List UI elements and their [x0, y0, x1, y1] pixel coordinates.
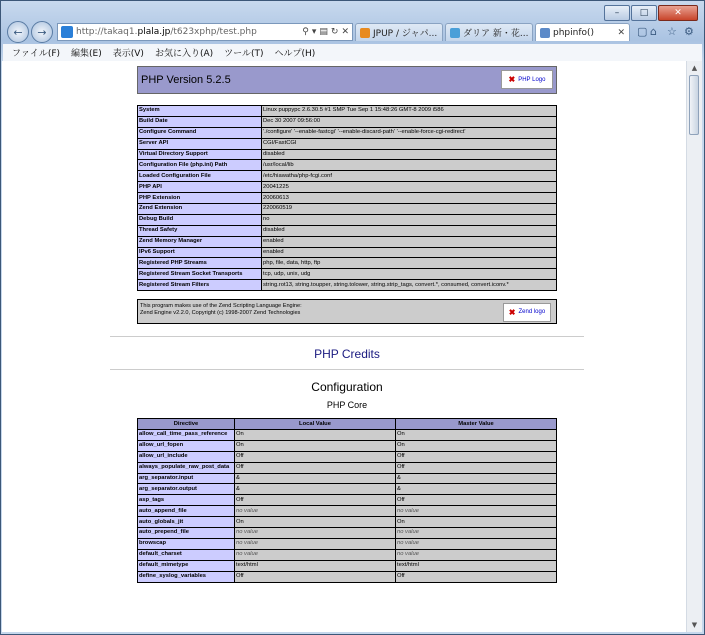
close-icon[interactable]: ✕: [658, 5, 698, 21]
tab-favicon-icon: [360, 28, 370, 38]
table-row: [138, 214, 557, 225]
local-value: Off: [235, 451, 396, 462]
dropdown-arrow-icon[interactable]: ▾: [311, 27, 317, 37]
master-value: no value: [396, 506, 557, 517]
local-value: Off: [235, 462, 396, 473]
search-icon[interactable]: ⚲: [302, 27, 309, 37]
directive-name: allow_call_time_pass_reference: [138, 430, 235, 441]
local-value: no value: [235, 549, 396, 560]
info-key: Zend Extension: [138, 204, 262, 215]
system-info-table: [137, 105, 557, 291]
tab-dahlia[interactable]: [445, 23, 533, 41]
tab-close-icon[interactable]: ✕: [617, 27, 625, 38]
info-value: enabled: [262, 236, 557, 247]
info-key: Loaded Configuration File: [138, 171, 262, 182]
directive-name: asp_tags: [138, 495, 235, 506]
directive-name: always_populate_raw_post_data: [138, 462, 235, 473]
info-key: Server API: [138, 138, 262, 149]
master-value: On: [396, 517, 557, 528]
php-logo-label: PHP Logo: [518, 76, 546, 83]
info-value: disabled: [262, 225, 557, 236]
local-value: On: [235, 440, 396, 451]
page-title: PHP Version 5.2.5: [141, 74, 231, 86]
tab-phpinfo[interactable]: [535, 23, 630, 41]
local-value: &: [235, 484, 396, 495]
local-value: no value: [235, 538, 396, 549]
table-header-row: [138, 419, 557, 430]
tab-label: phpinfo(): [553, 27, 595, 38]
master-value: On: [396, 440, 557, 451]
table-row: [138, 138, 557, 149]
info-key: Registered Stream Filters: [138, 280, 262, 291]
broken-image-icon: ✖: [508, 75, 516, 84]
info-value: Dec 30 2007 09:56:00: [262, 116, 557, 127]
table-row: [138, 258, 557, 269]
local-value: Off: [235, 495, 396, 506]
table-row: [138, 116, 557, 127]
address-path: /t623xphp/test.php: [170, 27, 257, 37]
php-credits-link[interactable]: PHP Credits: [314, 347, 380, 362]
info-value: 20060613: [262, 193, 557, 204]
minimize-icon[interactable]: –: [604, 5, 630, 21]
directive-name: allow_url_fopen: [138, 440, 235, 451]
scroll-down-icon[interactable]: ▼: [691, 621, 698, 629]
compat-view-icon[interactable]: ▤: [319, 27, 328, 37]
zend-logo[interactable]: [503, 303, 551, 322]
zend-line-1: This program makes use of the Zend Scripting Language Engine:: [140, 303, 302, 310]
table-row: [138, 440, 557, 451]
info-key: Thread Safety: [138, 225, 262, 236]
scroll-up-icon[interactable]: ▲: [691, 64, 698, 72]
directive-name: allow_url_include: [138, 451, 235, 462]
master-value: Off: [396, 451, 557, 462]
address-host: plala.jp: [137, 27, 171, 37]
php-version-header: [137, 66, 557, 94]
refresh-icon[interactable]: ↻: [330, 27, 339, 37]
broken-image-icon: ✖: [508, 308, 516, 318]
info-value: 220060519: [262, 204, 557, 215]
table-row: [138, 506, 557, 517]
menu-edit[interactable]: 編集(E): [71, 49, 102, 59]
menu-tools[interactable]: ツール(T): [224, 49, 264, 59]
php-core-heading: PHP Core: [326, 400, 368, 411]
table-row: [138, 549, 557, 560]
info-key: Configuration File (php.ini) Path: [138, 160, 262, 171]
info-key: Registered PHP Streams: [138, 258, 262, 269]
info-value: './configure' '--enable-fastcgi' '--enable-discard-path' '--enable-force-cgi-redirect': [262, 127, 557, 138]
info-key: Zend Memory Manager: [138, 236, 262, 247]
info-value: CGI/FastCGI: [262, 138, 557, 149]
vertical-scrollbar[interactable]: [686, 61, 702, 632]
column-header: Master Value: [396, 419, 557, 430]
configuration-heading: Configuration: [311, 380, 383, 395]
master-value: On: [396, 430, 557, 441]
tab-jpup[interactable]: [355, 23, 443, 41]
tab-label: ダリア 新・花...: [463, 29, 529, 39]
divider: [110, 369, 584, 370]
home-icon[interactable]: ⌂: [650, 25, 657, 38]
navigation-bar: [5, 21, 700, 45]
info-value: /usr/local/lib: [262, 160, 557, 171]
directive-name: default_mimetype: [138, 560, 235, 571]
php-logo[interactable]: [501, 70, 553, 89]
table-row: [138, 247, 557, 258]
table-row: [138, 171, 557, 182]
local-value: Off: [235, 571, 396, 582]
phpinfo-content: [137, 66, 557, 583]
directive-name: arg_separator.output: [138, 484, 235, 495]
stop-icon[interactable]: ✕: [341, 27, 349, 37]
table-row: [138, 538, 557, 549]
directive-name: default_charset: [138, 549, 235, 560]
divider: [110, 336, 584, 337]
table-row: [138, 149, 557, 160]
table-row: [138, 430, 557, 441]
menu-bar: [3, 44, 702, 62]
table-row: [138, 280, 557, 291]
table-row: [138, 182, 557, 193]
info-key: Debug Build: [138, 214, 262, 225]
info-key: Configure Command: [138, 127, 262, 138]
master-value: Off: [396, 495, 557, 506]
info-value: /etc/hiawatha/php-fcgi.conf: [262, 171, 557, 182]
info-value: php, file, data, http, ftp: [262, 258, 557, 269]
directive-name: auto_append_file: [138, 506, 235, 517]
info-value: string.rot13, string.toupper, string.tolower, string.strip_tags, convert.*, consumed, convert.iconv.*: [262, 280, 557, 291]
table-row: [138, 571, 557, 582]
menu-view[interactable]: 表示(V): [112, 49, 144, 59]
info-key: Registered Stream Socket Transports: [138, 269, 262, 280]
info-value: disabled: [262, 149, 557, 160]
maximize-icon[interactable]: □: [631, 5, 657, 21]
tab-favicon-icon: [450, 28, 460, 38]
info-value: tcp, udp, unix, udg: [262, 269, 557, 280]
master-value: text/html: [396, 560, 557, 571]
favorites-star-icon[interactable]: ☆: [667, 25, 677, 38]
table-row: [138, 225, 557, 236]
local-value: On: [235, 517, 396, 528]
directive-name: arg_separator.input: [138, 473, 235, 484]
zend-box: [137, 299, 557, 324]
master-value: &: [396, 473, 557, 484]
info-key: PHP Extension: [138, 193, 262, 204]
table-row: [138, 495, 557, 506]
table-row: [138, 106, 557, 117]
info-key: PHP API: [138, 182, 262, 193]
page-icon: [61, 26, 73, 38]
table-row: [138, 451, 557, 462]
local-value: &: [235, 473, 396, 484]
menu-help[interactable]: ヘルプ(H): [274, 49, 316, 59]
back-arrow-icon[interactable]: ←: [7, 21, 29, 43]
forward-arrow-icon[interactable]: →: [31, 21, 53, 43]
info-value: enabled: [262, 247, 557, 258]
tab-favicon-icon: [540, 28, 550, 38]
zend-logo-label: Zend logo: [518, 309, 546, 316]
menu-favorites[interactable]: お気に入り(A): [154, 49, 214, 59]
column-header: Local Value: [235, 419, 396, 430]
master-value: Off: [396, 571, 557, 582]
menu-file[interactable]: ファイル(F): [12, 49, 61, 59]
master-value: Off: [396, 462, 557, 473]
local-value: On: [235, 430, 396, 441]
table-row: [138, 269, 557, 280]
table-row: [138, 160, 557, 171]
local-value: no value: [235, 506, 396, 517]
info-value: 20041225: [262, 182, 557, 193]
master-value: no value: [396, 538, 557, 549]
column-header: Directive: [138, 419, 235, 430]
info-value: Linux puppypc 2.6.30.5 #1 SMP Tue Sep 1 15:48:26 GMT-8 2009 i586: [262, 106, 557, 117]
gear-icon[interactable]: ⚙: [684, 25, 694, 38]
directive-name: browscap: [138, 538, 235, 549]
directive-name: auto_prepend_file: [138, 528, 235, 539]
directive-name: define_syslog_variables: [138, 571, 235, 582]
local-value: text/html: [235, 560, 396, 571]
table-row: [138, 560, 557, 571]
zend-line-2: Zend Engine v2.2.0, Copyright (c) 1998-2007 Zend Technologies: [140, 310, 301, 317]
window-controls: [603, 5, 698, 21]
new-tab-icon[interactable]: ▢: [637, 25, 648, 38]
table-row: [138, 127, 557, 138]
table-row: [138, 528, 557, 539]
master-value: no value: [396, 528, 557, 539]
table-row: [138, 204, 557, 215]
directives-table: [137, 418, 557, 582]
master-value: no value: [396, 549, 557, 560]
local-value: no value: [235, 528, 396, 539]
tab-label: JPUP / ジャパ...: [373, 29, 438, 39]
info-key: Virtual Directory Support: [138, 149, 262, 160]
scrollbar-thumb[interactable]: [689, 75, 699, 135]
table-row: [138, 473, 557, 484]
page-viewport: [2, 61, 686, 632]
table-row: [138, 236, 557, 247]
info-key: Build Date: [138, 116, 262, 127]
directive-name: auto_globals_jit: [138, 517, 235, 528]
table-row: [138, 193, 557, 204]
info-value: no: [262, 214, 557, 225]
table-row: [138, 517, 557, 528]
master-value: &: [396, 484, 557, 495]
table-row: [138, 484, 557, 495]
table-row: [138, 462, 557, 473]
address-prefix: http://takaq1.: [76, 27, 138, 37]
info-key: IPv6 Support: [138, 247, 262, 258]
info-key: System: [138, 106, 262, 117]
address-bar[interactable]: [57, 23, 353, 41]
